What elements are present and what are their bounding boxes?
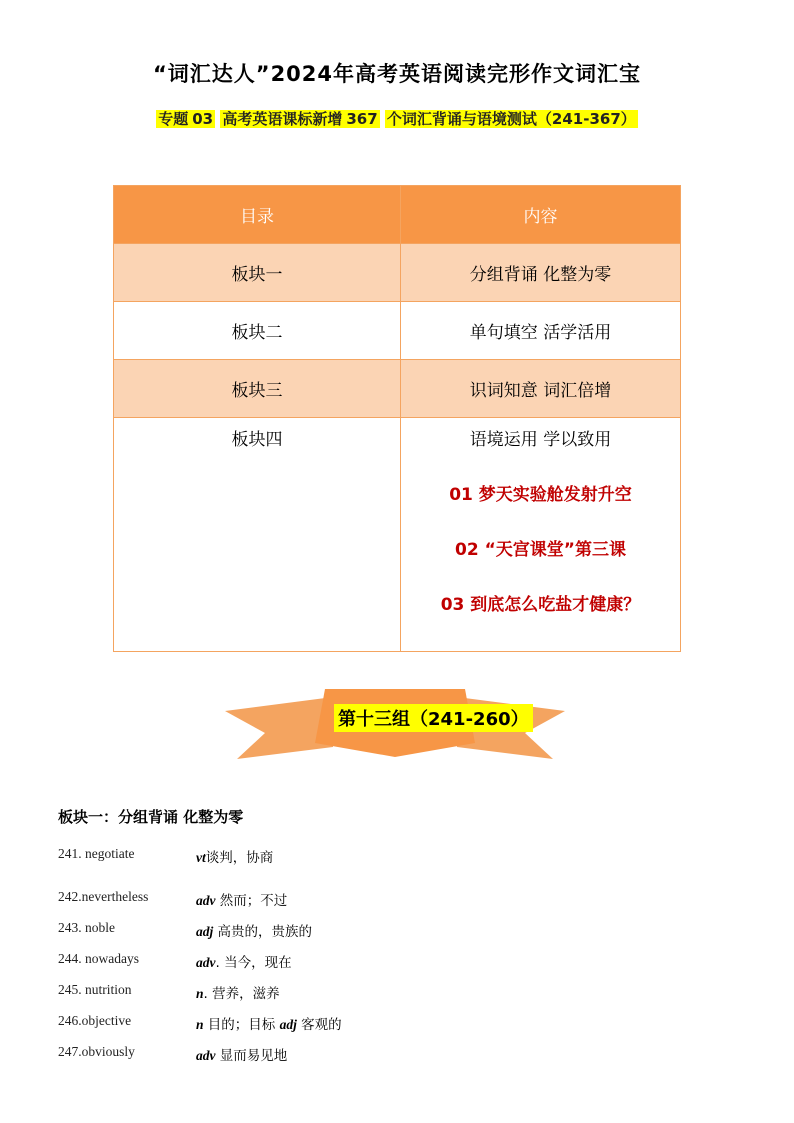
document-title: “词汇达人”2024年高考英语阅读完形作文词汇宝 [152, 62, 642, 86]
toc-content: 分组背诵 化整为零 [401, 244, 681, 302]
vocab-pos: adv [196, 955, 216, 970]
toc-row [114, 360, 681, 418]
section-heading: 板块一：分组背诵 化整为零 [58, 808, 244, 826]
vocab-definition: 谈判，协商 [205, 850, 274, 866]
vocab-item [58, 920, 738, 951]
vocab-word: 244. nowadays [58, 951, 139, 966]
vocab-pos: adv [196, 893, 216, 908]
subtitle-part: 个词汇背诵与语境测试（241-367） [386, 110, 636, 128]
group-label: 第十三组（241-260） [334, 704, 533, 732]
vocab-word: 245. nutrition [58, 982, 132, 997]
vocab-word: 243. noble [58, 920, 115, 935]
vocab-word: 242.nevertheless [58, 889, 149, 904]
toc-row [114, 244, 681, 302]
vocab-definition: 高贵的，贵族的 [213, 924, 313, 940]
vocab-word: 246.objective [58, 1013, 132, 1028]
vocab-item [58, 1044, 738, 1075]
vocab-meaning [196, 951, 292, 971]
vocab-meaning [196, 1013, 342, 1033]
toc-content: 识词知意 词汇倍增 [401, 360, 681, 418]
toc-sub-item: 03 到底怎么吃盐才健康？ [440, 595, 641, 615]
document-subtitle [0, 108, 794, 129]
vocab-definition: 显而易见地 [215, 1048, 288, 1064]
vocab-pos: adv [196, 1048, 216, 1063]
vocab-meaning [196, 982, 280, 1002]
toc-sub-item: 01 梦天实验舱发射升空 [449, 485, 632, 505]
vocab-item [58, 951, 738, 982]
subtitle-part: 专题 [158, 110, 189, 128]
subtitle-part: 03 [192, 110, 214, 128]
vocab-list [58, 846, 738, 1075]
toc-content [401, 418, 681, 652]
vocab-pos: adj [279, 1017, 297, 1032]
vocab-word: 241. negotiate [58, 846, 135, 861]
vocab-pos: n [196, 986, 204, 1001]
vocab-pos: vt [196, 850, 206, 865]
vocab-definition: 然而；不过 [215, 893, 288, 909]
ribbon-left-tail [225, 697, 333, 759]
toc-header-catalog: 目录 [114, 186, 401, 244]
vocab-meaning [196, 846, 273, 866]
toc-module: 板块一 [114, 244, 401, 302]
vocab-item [58, 889, 738, 920]
toc-module: 板块二 [114, 302, 401, 360]
toc-content: 单句填空 活学活用 [401, 302, 681, 360]
vocab-meaning [196, 889, 287, 909]
toc-content-label: 语境运用 学以致用 [469, 430, 612, 450]
vocab-definition: 目的；目标 [203, 1017, 280, 1033]
toc-module [114, 418, 401, 652]
toc-module-label: 板块四 [231, 430, 283, 450]
subtitle-part: 高考英语课标新增 [222, 110, 343, 128]
toc-table [113, 185, 681, 652]
vocab-pos: n [196, 1017, 204, 1032]
vocab-meaning [196, 920, 312, 940]
vocab-item [58, 846, 738, 889]
toc-module: 板块三 [114, 360, 401, 418]
vocab-definition: . 营养，滋养 [203, 986, 280, 1002]
toc-row [114, 418, 681, 652]
vocab-item [58, 982, 738, 1013]
vocab-definition: 客观的 [296, 1017, 342, 1033]
vocab-word: 247.obviously [58, 1044, 135, 1059]
toc-row [114, 302, 681, 360]
vocab-meaning [196, 1044, 287, 1064]
vocab-definition: . 当今，现在 [215, 955, 292, 971]
toc-header-content: 内容 [401, 186, 681, 244]
subtitle-part: 367 [346, 110, 378, 128]
toc-sub-item: 02 “天宫课堂”第三课 [455, 540, 626, 560]
toc-header-row [114, 186, 681, 244]
vocab-item [58, 1013, 738, 1044]
vocab-pos: adj [196, 924, 214, 939]
